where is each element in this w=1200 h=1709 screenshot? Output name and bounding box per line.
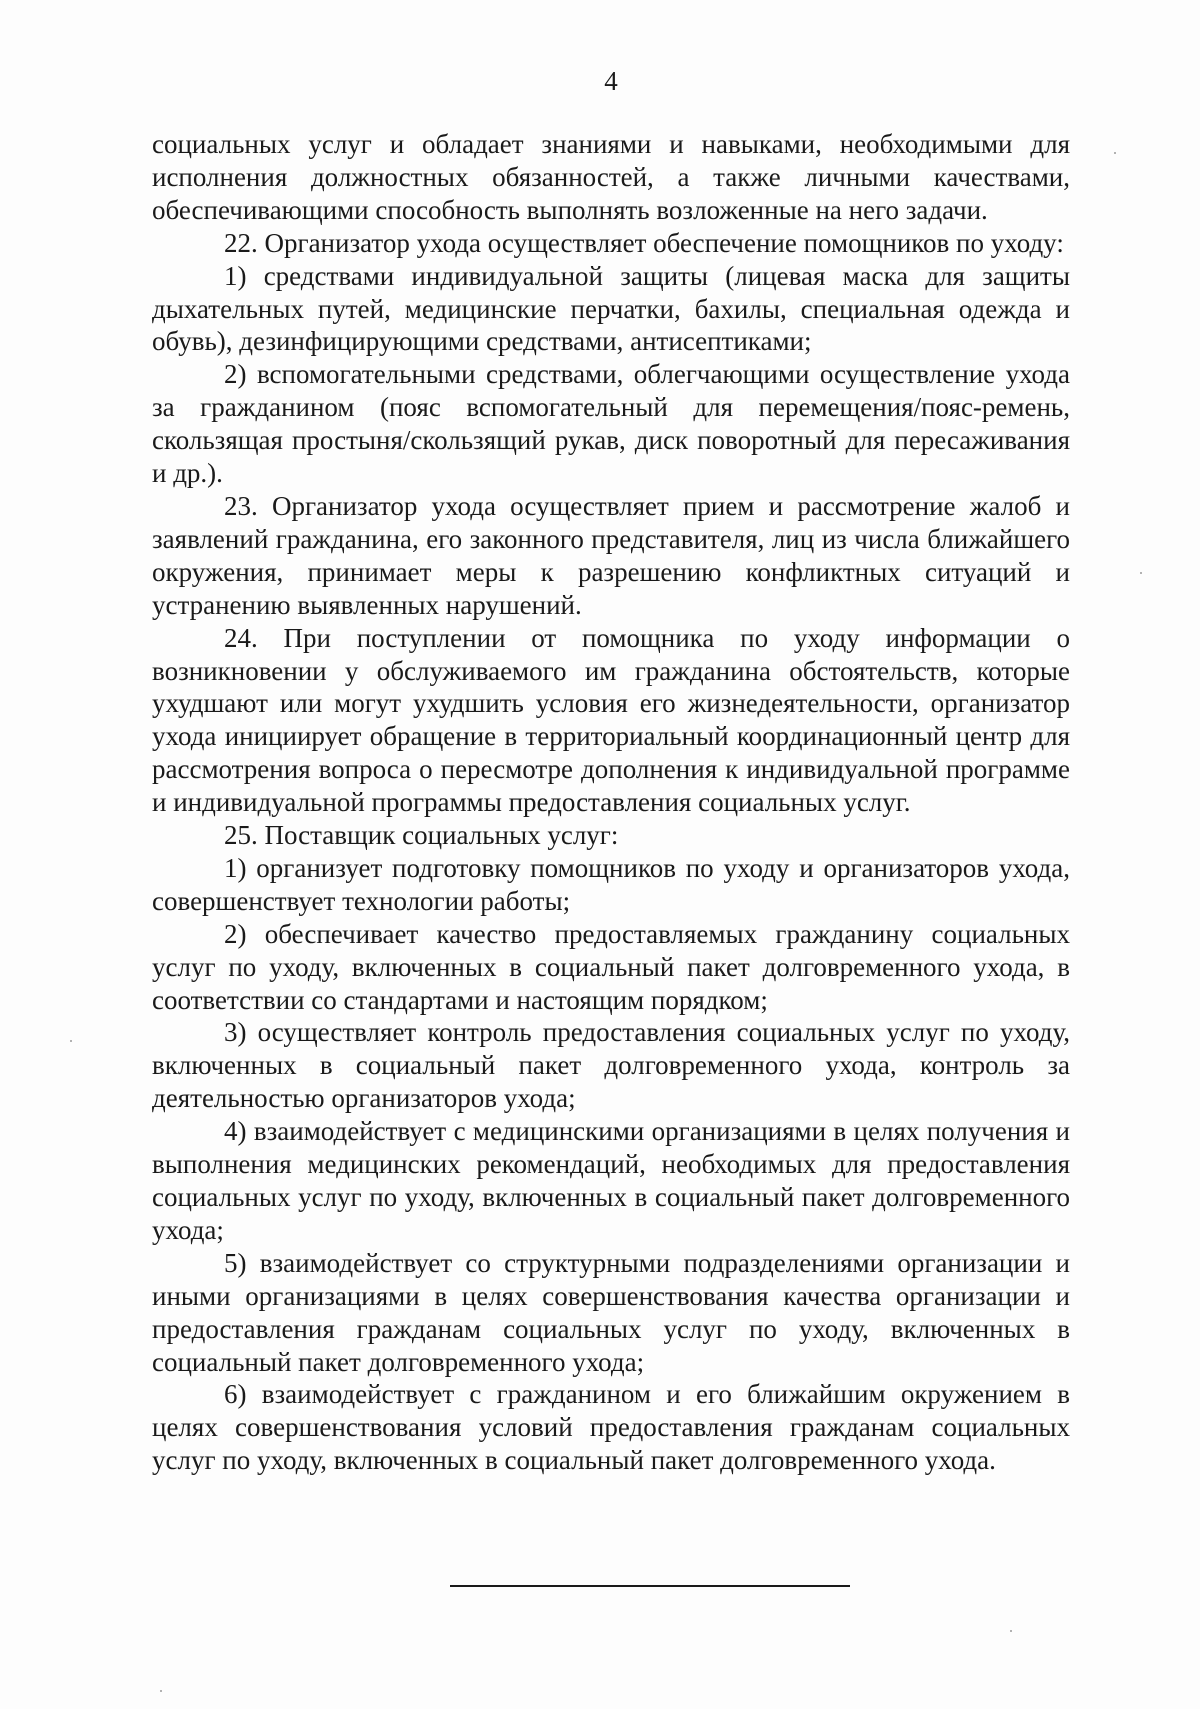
paragraph-25-item-6: 6) взаимодействует с гражданином и его ближайшим окружением в целях совершенствования условий предоставления гражданам социальных услуг по уходу, включенных в социальный пакет долговременного ухода. <box>152 1379 1070 1476</box>
paragraph-25-item-1: 1) организует подготовку помощников по уходу и организаторов ухода, совершенствует технологии работы; <box>152 852 1070 916</box>
paragraph-25-item-2: 2) обеспечивает качество предоставляемых гражданину социальных услуг по уходу, включенных в социальный пакет долговременного ухода, в соответствии со стандартами и настоящим порядком; <box>152 918 1070 1015</box>
paragraph-23: 23. Организатор ухода осуществляет прием и рассмотрение жалоб и заявлений гражданина, его законного представителя, лиц из числа ближайшего окружения, принимает меры к разрешению конфликтных ситуаций и устранению выявленных нарушений. <box>152 490 1070 620</box>
paragraph-25-item-4: 4) взаимодействует с медицинскими организациями в целях получения и выполнения медицинских рекомендаций, необходимых для предоставления социальных услуг по уходу, включенных в социальный пакет долговременного ухода; <box>152 1116 1070 1245</box>
paragraph-25-item-3: 3) осуществляет контроль предоставления социальных услуг по уходу, включенных в социальный пакет долговременного ухода, контроль за деятельностью организаторов ухода; <box>152 1017 1070 1114</box>
scan-speck <box>1114 152 1116 154</box>
paragraph-22-item-2: 2) вспомогательными средствами, облегчающими осуществление ухода за гражданином (пояс вспомогательный для перемещения/пояс-ремень, скользящая простыня/скользящий рукав, диск поворотный для пересаживания и др.). <box>152 359 1070 489</box>
paragraph-22: 22. Организатор ухода осуществляет обеспечение помощников по уходу: <box>224 227 1064 258</box>
scan-speck <box>1140 572 1142 574</box>
scan-speck <box>70 1040 72 1042</box>
scan-speck <box>160 1690 162 1692</box>
closing-divider <box>450 1585 850 1587</box>
document-body <box>152 128 1070 1477</box>
paragraph-22-item-1: 1) средствами индивидуальной защиты (лицевая маска для защиты дыхательных путей, медицинские перчатки, бахилы, специальная одежда и обувь), дезинфицирующими средствами, антисептиками; <box>152 260 1070 357</box>
paragraph-24: 24. При поступлении от помощника по уходу информации о возникновении у обслуживаемого им гражданина обстоятельств, которые ухудшают или могут ухудшить условия его жизнедеятельности, организатор ухода инициирует обращение в территориальный координационный центр для рассмотрения вопроса о пересмотре дополнения к индивидуальной программе и индивидуальной программы предоставления социальных услуг. <box>152 622 1070 818</box>
paragraph-25: 25. Поставщик социальных услуг: <box>224 820 619 851</box>
page-number: 4 <box>604 66 618 96</box>
paragraph-continuation: социальных услуг и обладает знаниями и навыками, необходимыми для исполнения должностных обязанностей, а также личными качествами, обеспечивающими способность выполнять возложенные на него задачи. <box>152 129 1070 225</box>
scan-speck <box>1010 1630 1012 1632</box>
paragraph-25-item-5: 5) взаимодействует со структурными подразделениями организации и иными организациями в целях совершенствования качества организации и предоставления гражданам социальных услуг по уходу, включенных в социальный пакет долговременного ухода; <box>152 1247 1070 1377</box>
